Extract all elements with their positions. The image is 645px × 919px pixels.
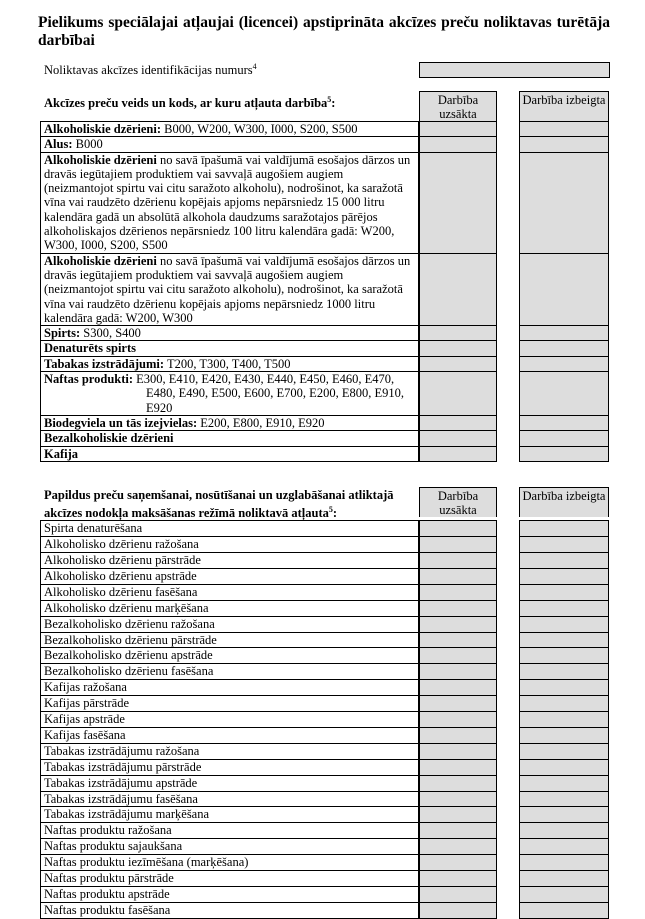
activity-ended-cell[interactable] xyxy=(519,153,609,254)
activity-name-cell: Alkoholisko dzērienu apstrāde xyxy=(40,569,419,585)
activity-name-cell: Tabakas izstrādājumu apstrāde xyxy=(40,776,419,792)
activity-name-cell: Alkoholisko dzērienu marķēšana xyxy=(40,601,419,617)
activity-ended-cell[interactable] xyxy=(519,839,609,855)
goods-codes: no savā īpašumā vai valdījumā esošajos dārzos un dravās iegūtajiem produktiem vai savvaļā augošiem augiem (neizmantojot spirtu vai citu saražoto alkoholu), nodrošinot, ka saražotā vīna vai raudzēto dzērienu kopējais apjoms nepārsniedz 15 000 litru kalendāra gadā un absolūtā alkohola daudzums saražotajos pārējos alkoholiskajos dzērienos nepārsniedz 100 litru kalendāra gadā: W200, W300, I000, S200, S500 xyxy=(44,152,411,253)
activity-started-cell[interactable] xyxy=(419,664,497,680)
goods-type-cell xyxy=(40,341,419,356)
activity-name-cell: Tabakas izstrādājumu ražošana xyxy=(40,744,419,760)
section-heading xyxy=(40,487,419,520)
activity-started-cell[interactable] xyxy=(419,776,497,792)
goods-type-name: Biodegviela un tās izejvielas: xyxy=(44,415,198,430)
table-row xyxy=(40,887,610,903)
activity-name-cell: Kafijas fasēšana xyxy=(40,728,419,744)
activity-ended-cell[interactable] xyxy=(519,887,609,903)
activity-ended-cell[interactable] xyxy=(519,712,609,728)
goods-type-name: Alus: xyxy=(44,137,73,152)
table-row xyxy=(40,871,610,887)
goods-type-name: Bezalkoholiskie dzērieni xyxy=(44,431,174,446)
activity-ended-cell[interactable] xyxy=(519,807,609,823)
footnote-marker: 5 xyxy=(327,95,332,104)
activity-started-cell[interactable] xyxy=(419,823,497,839)
activity-ended-cell[interactable] xyxy=(519,792,609,808)
activity-started-cell[interactable] xyxy=(419,903,497,919)
footnote-marker: 4 xyxy=(252,62,257,71)
warehouse-id-label-text: Noliktavas akcīzes identifikācijas numurs xyxy=(44,63,253,78)
activity-ended-cell[interactable] xyxy=(519,537,609,553)
activity-ended-cell[interactable] xyxy=(519,633,609,649)
goods-codes: no savā īpašumā vai valdījumā esošajos dārzos un dravās iegūtajiem produktiem vai savvaļā augošiem augiem (neizmantojot spirtu vai citu saražoto alkoholu), nodrošinot, ka saražotā vīna vai raudzēto dzērienu kopējais apjoms nepārsniedz 1000 litru kalendāra gadā: W200, W300 xyxy=(44,253,411,325)
table-row xyxy=(40,617,610,633)
activity-started-cell[interactable] xyxy=(419,326,497,341)
column-header-started: Darbība uzsākta xyxy=(419,91,497,121)
table-row xyxy=(40,372,610,416)
table-row xyxy=(40,537,610,553)
table-row xyxy=(40,569,610,585)
activity-started-cell[interactable] xyxy=(419,871,497,887)
table-row xyxy=(40,696,610,712)
activity-ended-cell[interactable] xyxy=(519,357,609,372)
table-row xyxy=(40,357,610,372)
goods-type-name: Alkoholiskie dzērieni xyxy=(44,253,157,268)
footnote-marker: 5 xyxy=(328,504,333,514)
goods-type-cell xyxy=(40,326,419,341)
goods-type-name: Alkoholiskie dzērieni: xyxy=(44,122,162,136)
goods-codes: E300, E410, E420, E430, E440, E450, E460, E470, xyxy=(133,372,395,387)
table-row xyxy=(40,416,610,431)
activity-name-cell: Naftas produktu sajaukšana xyxy=(40,839,419,855)
activity-started-cell[interactable] xyxy=(419,569,497,585)
activity-ended-cell[interactable] xyxy=(519,871,609,887)
goods-type-name: Denaturēts spirts xyxy=(44,341,137,356)
warehouse-id-label xyxy=(44,62,257,78)
goods-type-cell xyxy=(40,372,419,416)
table-row xyxy=(40,792,610,808)
activity-ended-cell[interactable] xyxy=(519,648,609,664)
activity-name-cell: Tabakas izstrādājumu marķēšana xyxy=(40,807,419,823)
activity-started-cell[interactable] xyxy=(419,447,497,462)
goods-type-name: Naftas produkti: xyxy=(44,372,134,387)
table-row xyxy=(40,121,610,137)
activity-ended-cell[interactable] xyxy=(519,728,609,744)
goods-codes: B000, W200, W300, I000, S200, S500 xyxy=(161,122,358,136)
heading-suffix: : xyxy=(331,96,336,111)
activity-ended-cell[interactable] xyxy=(519,903,609,919)
activity-started-cell[interactable] xyxy=(419,137,497,152)
activity-started-cell[interactable] xyxy=(419,807,497,823)
table-row xyxy=(40,744,610,760)
activity-started-cell[interactable] xyxy=(419,760,497,776)
activity-name-cell: Naftas produktu apstrāde xyxy=(40,887,419,903)
activity-ended-cell[interactable] xyxy=(519,680,609,696)
goods-type-cell xyxy=(40,416,419,431)
activity-ended-cell[interactable] xyxy=(519,254,609,326)
activity-ended-cell[interactable] xyxy=(519,372,609,416)
column-header-started: Darbība uzsākta xyxy=(419,487,497,517)
activity-ended-cell[interactable] xyxy=(519,520,609,537)
additional-activities-table xyxy=(40,520,610,919)
goods-type-cell xyxy=(40,447,419,462)
activity-started-cell[interactable] xyxy=(419,153,497,254)
activity-started-cell[interactable] xyxy=(419,712,497,728)
table-row xyxy=(40,585,610,601)
goods-type-cell xyxy=(40,431,419,446)
activity-started-cell[interactable] xyxy=(419,431,497,446)
column-header-ended: Darbība izbeigta xyxy=(519,91,609,121)
goods-codes: B000 xyxy=(72,137,103,152)
activity-started-cell[interactable] xyxy=(419,553,497,569)
activity-started-cell[interactable] xyxy=(419,585,497,601)
column-header-ended: Darbība izbeigta xyxy=(519,487,609,517)
goods-type-name: Kafija xyxy=(44,446,79,461)
activity-ended-cell[interactable] xyxy=(519,601,609,617)
activity-ended-cell[interactable] xyxy=(519,696,609,712)
table-row xyxy=(40,447,610,462)
table-row xyxy=(40,712,610,728)
goods-type-cell xyxy=(40,357,419,372)
activity-ended-cell[interactable] xyxy=(519,326,609,341)
additional-activities-section xyxy=(40,487,610,919)
activity-started-cell[interactable] xyxy=(419,680,497,696)
activity-name-cell: Kafijas apstrāde xyxy=(40,712,419,728)
table-row xyxy=(40,855,610,871)
activity-name-cell: Alkoholisko dzērienu pārstrāde xyxy=(40,553,419,569)
activity-ended-cell[interactable] xyxy=(519,823,609,839)
activity-ended-cell[interactable] xyxy=(519,431,609,446)
activity-ended-cell[interactable] xyxy=(519,569,609,585)
table-row xyxy=(40,520,610,537)
table-row xyxy=(40,326,610,341)
activity-ended-cell[interactable] xyxy=(519,553,609,569)
activity-ended-cell[interactable] xyxy=(519,760,609,776)
activity-name-cell: Naftas produktu pārstrāde xyxy=(40,871,419,887)
table-row xyxy=(40,839,610,855)
activity-started-cell[interactable] xyxy=(419,357,497,372)
activity-name-cell: Tabakas izstrādājumu pārstrāde xyxy=(40,760,419,776)
table-row xyxy=(40,760,610,776)
excise-goods-table xyxy=(40,121,610,462)
activity-ended-cell[interactable] xyxy=(519,855,609,871)
table-row xyxy=(40,601,610,617)
excise-goods-section xyxy=(40,91,610,462)
activity-ended-cell[interactable] xyxy=(519,447,609,462)
activity-started-cell[interactable] xyxy=(419,633,497,649)
activity-name-cell: Kafijas pārstrāde xyxy=(40,696,419,712)
activity-name-cell: Bezalkoholisko dzērienu pārstrāde xyxy=(40,633,419,649)
page-title: Pielikums speciālajai atļaujai (licencei) apstiprināta akcīzes preču noliktavas turētāja darbībai xyxy=(38,14,610,49)
activity-name-cell: Spirta denaturēšana xyxy=(40,520,419,537)
heading-suffix: : xyxy=(332,505,338,520)
goods-type-cell xyxy=(40,254,419,326)
activity-ended-cell[interactable] xyxy=(519,416,609,431)
activity-ended-cell[interactable] xyxy=(519,137,609,152)
activity-started-cell[interactable] xyxy=(419,887,497,903)
goods-type-name: Alkoholiskie dzērieni xyxy=(44,152,157,167)
table-row xyxy=(40,807,610,823)
activity-started-cell[interactable] xyxy=(419,537,497,553)
activity-started-cell[interactable] xyxy=(419,520,497,537)
activity-ended-cell[interactable] xyxy=(519,776,609,792)
table-row xyxy=(40,903,610,919)
table-row xyxy=(40,153,610,254)
section-heading-text: Akcīzes preču veids un kods, ar kuru atļauta darbība xyxy=(44,96,328,111)
activity-started-cell[interactable] xyxy=(419,121,497,137)
activity-name-cell: Tabakas izstrādājumu fasēšana xyxy=(40,792,419,808)
activity-started-cell[interactable] xyxy=(419,254,497,326)
goods-codes-continued: E480, E490, E500, E600, E700, E200, E800, E910, xyxy=(146,386,404,401)
section-heading-text: Papildus preču saņemšanai, nosūtīšanai un uzglabāšanai atliktajā akcīzes nodokļa maksāšanas režīmā noliktavā atļauta xyxy=(44,488,394,520)
goods-type-cell xyxy=(40,137,419,152)
activity-ended-cell[interactable] xyxy=(519,744,609,760)
table-row xyxy=(40,776,610,792)
activity-name-cell: Naftas produktu ražošana xyxy=(40,823,419,839)
activity-started-cell[interactable] xyxy=(419,696,497,712)
goods-codes: T200, T300, T400, T500 xyxy=(164,356,291,371)
activity-name-cell: Kafijas ražošana xyxy=(40,680,419,696)
activity-started-cell[interactable] xyxy=(419,744,497,760)
table-row xyxy=(40,648,610,664)
activity-started-cell[interactable] xyxy=(419,372,497,416)
activity-ended-cell[interactable] xyxy=(519,617,609,633)
activity-started-cell[interactable] xyxy=(419,792,497,808)
activity-ended-cell[interactable] xyxy=(519,585,609,601)
activity-started-cell[interactable] xyxy=(419,855,497,871)
table-row xyxy=(40,823,610,839)
goods-codes: S300, S400 xyxy=(80,326,141,341)
goods-type-name: Tabakas izstrādājumi: xyxy=(44,356,165,371)
activity-started-cell[interactable] xyxy=(419,648,497,664)
activity-started-cell[interactable] xyxy=(419,601,497,617)
goods-type-name: Spirts: xyxy=(44,326,81,341)
goods-type-cell xyxy=(40,153,419,254)
table-row xyxy=(40,254,610,326)
table-row xyxy=(40,728,610,744)
activity-started-cell[interactable] xyxy=(419,617,497,633)
table-row xyxy=(40,664,610,680)
activity-started-cell[interactable] xyxy=(419,728,497,744)
activity-name-cell: Naftas produktu fasēšana xyxy=(40,903,419,919)
activity-name-cell: Bezalkoholisko dzērienu fasēšana xyxy=(40,664,419,680)
table-row xyxy=(40,553,610,569)
activity-started-cell[interactable] xyxy=(419,416,497,431)
activity-name-cell: Alkoholisko dzērienu fasēšana xyxy=(40,585,419,601)
activity-name-cell: Alkoholisko dzērienu ražošana xyxy=(40,537,419,553)
table-row xyxy=(40,431,610,446)
section-heading xyxy=(40,91,419,111)
table-row xyxy=(40,341,610,356)
table-row xyxy=(40,137,610,152)
activity-name-cell: Bezalkoholisko dzērienu ražošana xyxy=(40,617,419,633)
table-row xyxy=(40,680,610,696)
activity-ended-cell[interactable] xyxy=(519,664,609,680)
goods-type-cell xyxy=(40,121,419,137)
warehouse-id-field[interactable] xyxy=(419,62,610,78)
activity-ended-cell[interactable] xyxy=(519,341,609,356)
activity-name-cell: Naftas produktu iezīmēšana (marķēšana) xyxy=(40,855,419,871)
table-row xyxy=(40,633,610,649)
activity-ended-cell[interactable] xyxy=(519,121,609,137)
goods-codes: E200, E800, E910, E920 xyxy=(197,415,325,430)
activity-name-cell: Bezalkoholisko dzērienu apstrāde xyxy=(40,648,419,664)
activity-started-cell[interactable] xyxy=(419,341,497,356)
activity-started-cell[interactable] xyxy=(419,839,497,855)
goods-codes-continued: E920 xyxy=(146,400,173,415)
